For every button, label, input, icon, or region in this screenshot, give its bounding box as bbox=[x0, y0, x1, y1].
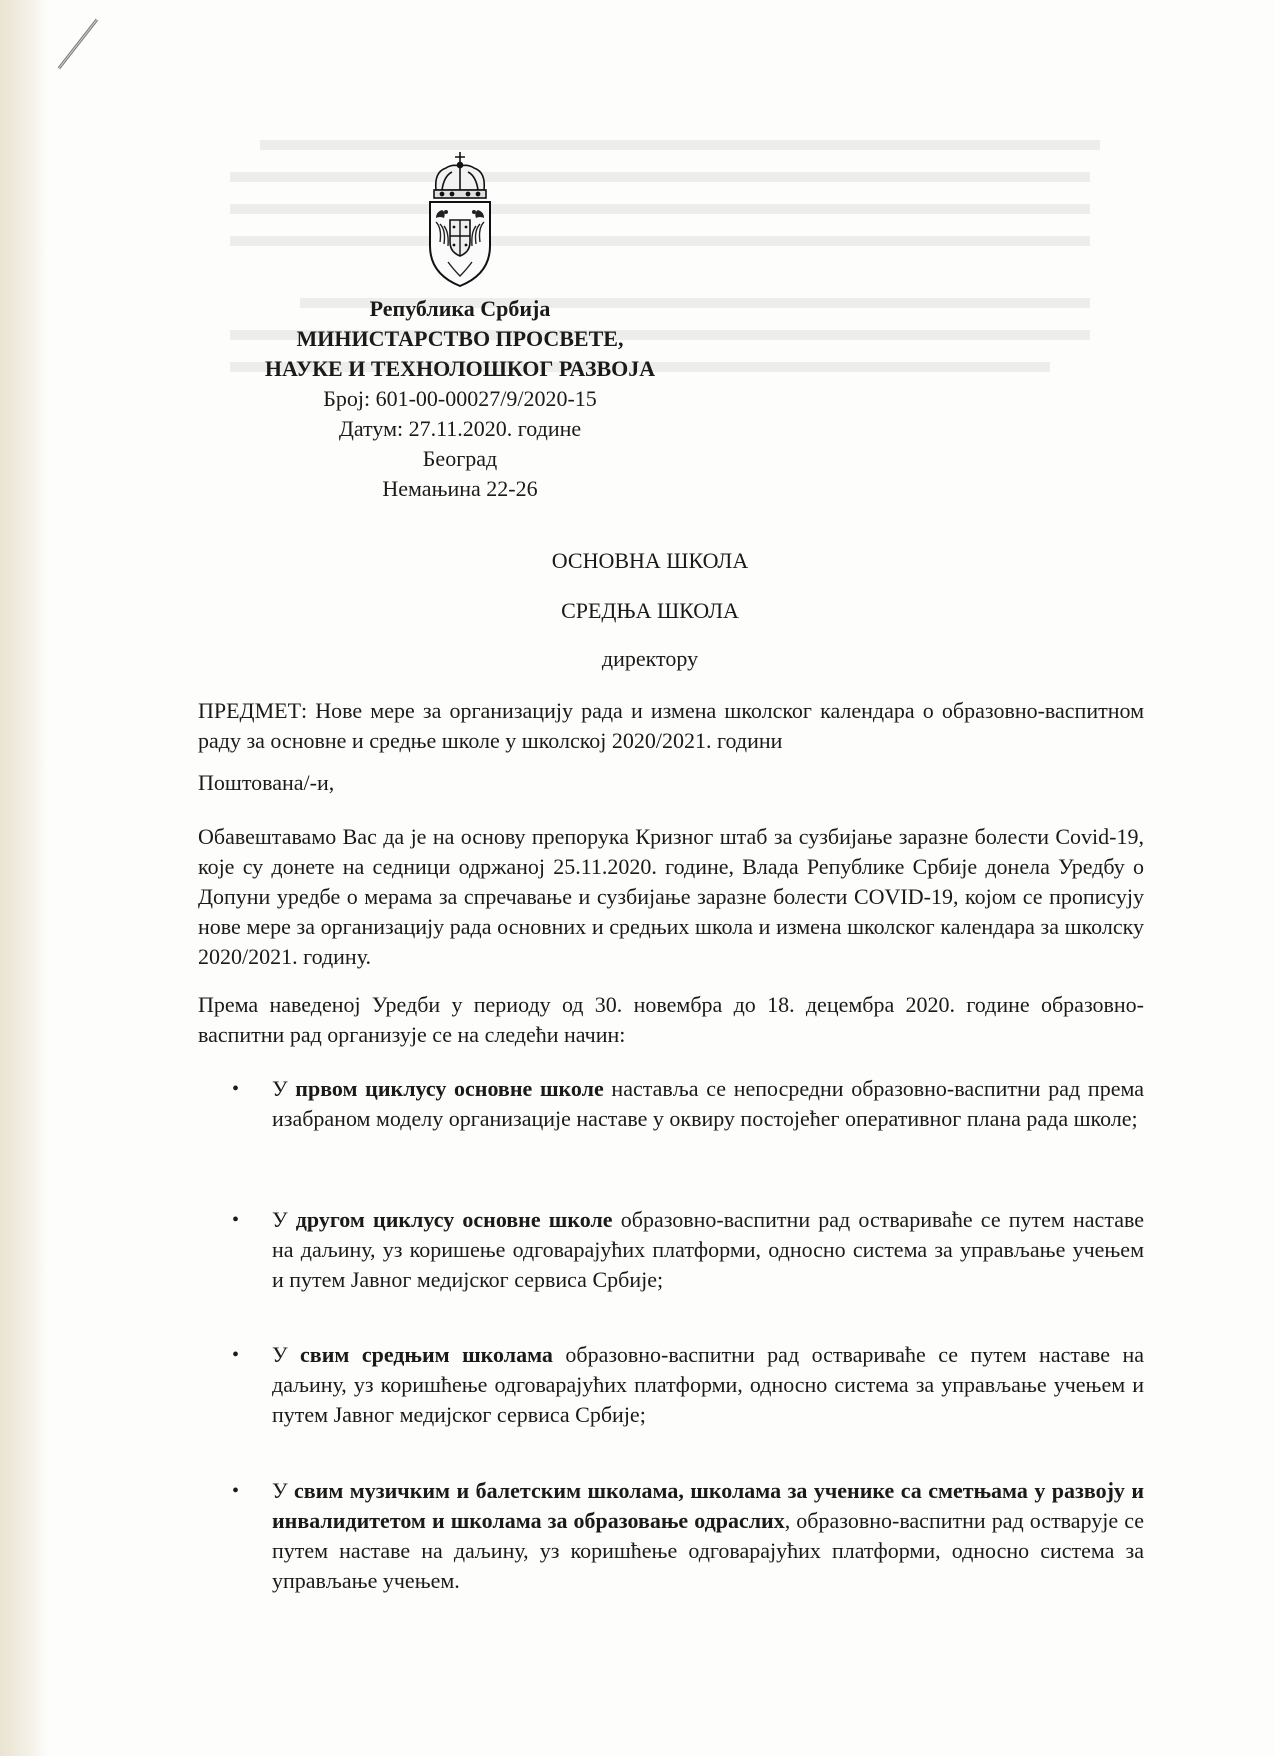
serbian-coat-of-arms bbox=[422, 150, 498, 288]
bullet-rest: образовно-васпитни рад оствариваће се путем наставе на даљину, уз коришћење одговарајућих платформи, односно система за управљање учењем и путем Јавног медијског сервиса Србије; bbox=[272, 1342, 1145, 1427]
bullet-emphasis: свим музичким и балетским школама, школама за ученике са сметњама у развоју и инвалидитетом и школама за образовање одраслих bbox=[272, 1478, 1145, 1533]
bullet-prefix: У bbox=[272, 1207, 296, 1232]
bullet-rest: наставља се непосредни образовно-васпитни рад према изабраном моделу организације наставе у оквиру постојећег оперативног плана рада школе; bbox=[272, 1076, 1145, 1131]
paragraph-1 bbox=[198, 822, 1144, 972]
addressee-line3: директору bbox=[601, 646, 699, 671]
salutation bbox=[198, 768, 1144, 798]
subject-text: ПРЕДМЕТ: Нове мере за организацију рада и измена школског календара о образовно-васпитном раду за основне и средње школе у школској 2020/2021. години bbox=[198, 698, 1144, 753]
bullet-icon: • bbox=[232, 1209, 240, 1231]
bullet-prefix: У bbox=[272, 1478, 295, 1503]
letterhead bbox=[200, 150, 720, 504]
paragraph-2-text: Према наведеној Уредби у периоду од 30. новембра до 18. децембра 2020. године образовно-васпитни рад организује се на следећи начин: bbox=[198, 992, 1144, 1047]
bullet-emphasis: првом циклусу основне школе bbox=[295, 1076, 604, 1101]
bullet-prefix: У bbox=[272, 1076, 296, 1101]
bullet-emphasis: свим средњим школама bbox=[300, 1342, 553, 1367]
paragraph-2 bbox=[198, 990, 1144, 1050]
subject-line bbox=[198, 696, 1144, 756]
bullet-rest: образовно-васпитни рад оствариваће се путем наставе на даљину, уз коришење одговарајућих платформи, односно система за управљање учењем и путем Јавног медијског сервиса Србије; bbox=[272, 1207, 1144, 1292]
country-name: Република Србија bbox=[369, 296, 551, 321]
city: Београд bbox=[422, 446, 498, 471]
bullet-prefix: У bbox=[272, 1342, 301, 1367]
ministry-name-line1: МИНИСТАРСТВО ПРОСВЕТЕ, bbox=[296, 326, 624, 351]
bullet-emphasis: другом циклусу основне школе bbox=[295, 1207, 613, 1232]
scan-edge bbox=[0, 0, 48, 1756]
list-item bbox=[232, 1476, 1144, 1596]
ministry-name-line2: НАУКЕ И ТЕХНОЛОШКОГ РАЗВОЈА bbox=[264, 356, 656, 381]
addressee-line2: СРЕДЊА ШКОЛА bbox=[561, 598, 739, 623]
salutation-text: Поштована/-и, bbox=[198, 770, 335, 795]
document-number: Број: 601-00-00027/9/2020-15 bbox=[323, 386, 597, 411]
list-item bbox=[232, 1340, 1144, 1430]
list-item bbox=[232, 1074, 1144, 1134]
bullet-rest: , образовно-васпитни рад остварује се путем наставе на даљину, уз коришћење одговарајућих платформи, односно система за управљање учењем. bbox=[272, 1508, 1144, 1593]
bullet-icon: • bbox=[232, 1480, 240, 1502]
list-item bbox=[232, 1205, 1144, 1295]
document-date: Датум: 27.11.2020. године bbox=[338, 416, 582, 441]
bullet-icon: • bbox=[232, 1344, 240, 1366]
paragraph-1-text: Обавештавамо Вас да је на основу препорука Кризног штаб за сузбијање заразне болести Covid-19, које су донете на седници одржаној 25.11.2020. године, Влада Републике Србије донела Уредбу о Допуни уредбе о мерама за спречавање и сузбијање заразне болести COVID-19, којом се прописују нове мере за организацију рада основних и средњих школа и измена школског календара за школску 2020/2021. годину. bbox=[198, 824, 1144, 969]
staple-mark bbox=[57, 18, 100, 71]
street-address: Немањина 22-26 bbox=[382, 476, 538, 501]
bullet-icon: • bbox=[232, 1078, 240, 1100]
addressee-line1: ОСНОВНА ШКОЛА bbox=[551, 548, 749, 573]
